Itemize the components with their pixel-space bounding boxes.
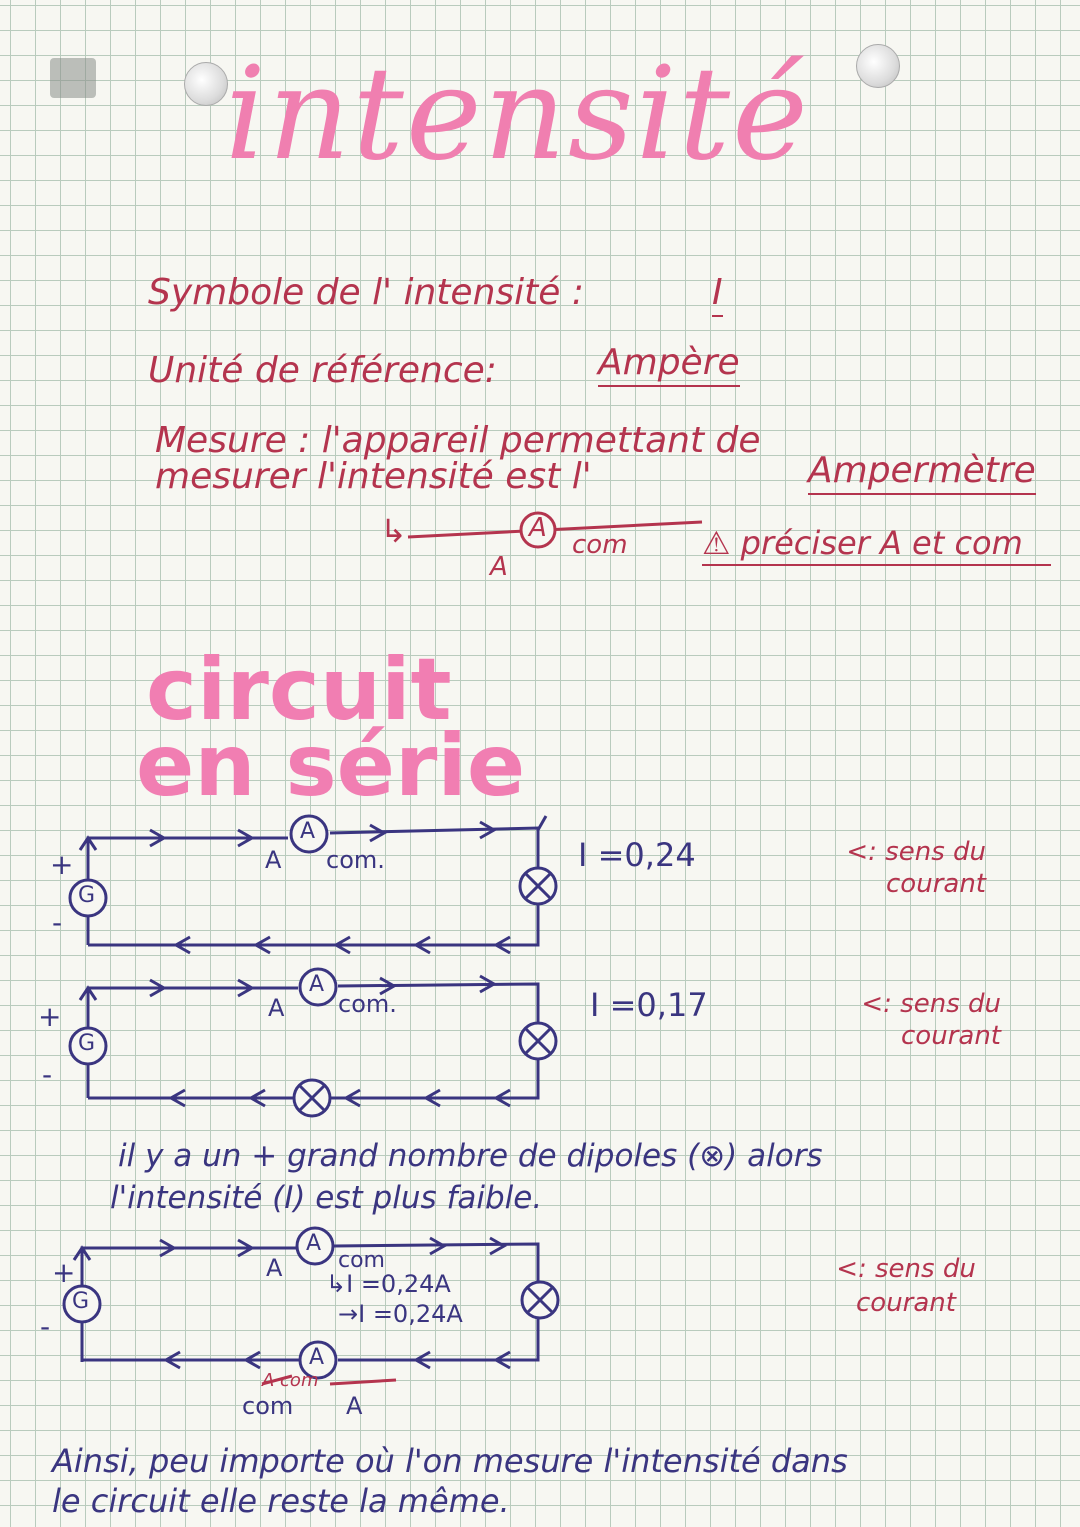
c1-minus-sign: -	[52, 906, 63, 939]
c3-crossed-labels: A com	[262, 1370, 319, 1391]
arrow-symbol: ↳	[380, 512, 407, 550]
warning-note: ⚠ préciser A et com	[702, 524, 1051, 566]
c1-terminal-a: A	[265, 846, 282, 874]
c1-legend: <: sens du courant	[846, 837, 986, 899]
c2-reading: I =0,17	[590, 986, 708, 1024]
c2-minus-sign: -	[42, 1058, 53, 1091]
unit-label: Unité de référence:	[148, 350, 497, 391]
c3-ammeter-top-label: A	[306, 1231, 322, 1256]
c1-plus-sign: +	[50, 848, 74, 881]
ammeter-terminal-a: A	[490, 552, 508, 582]
conclusion1-line2: l'intensité (I) est plus faible.	[110, 1180, 543, 1216]
c3-top-terminal-com: com	[338, 1248, 385, 1273]
c1-generator-label: G	[78, 883, 96, 908]
c1-reading: I =0,24	[578, 836, 696, 874]
c3-bottom-terminal-a: A	[346, 1392, 363, 1420]
c3-plus-sign: +	[52, 1256, 76, 1289]
c3-bottom-terminal-com: com	[242, 1392, 294, 1420]
c2-plus-sign: +	[38, 1000, 62, 1033]
c2-ammeter-label: A	[309, 972, 325, 997]
ammeter-terminal-com: com	[572, 530, 628, 560]
conclusion1-line1: il y a un + grand nombre de dipoles (⊗) alors	[118, 1138, 823, 1174]
c3-top-terminal-a: A	[266, 1254, 283, 1282]
c3-minus-sign: -	[40, 1310, 51, 1343]
conclusion2-line1: Ainsi, peu importe où l'on mesure l'intensité dans	[52, 1442, 848, 1480]
c3-reading-bottom: →I =0,24A	[338, 1300, 463, 1328]
c2-generator-label: G	[78, 1031, 96, 1056]
measure-line2-value: Ampermètre	[808, 450, 1036, 495]
c3-legend: <: sens du courant	[836, 1254, 976, 1318]
c3-generator-label: G	[72, 1289, 90, 1314]
section-title-line2: en série	[136, 716, 526, 816]
section-title-line1: circuit	[146, 640, 452, 740]
c1-terminal-com: com.	[326, 846, 385, 874]
measure-line1: Mesure : l'appareil permettant de	[155, 420, 761, 461]
symbol-value: I	[712, 272, 723, 317]
c2-terminal-com: com.	[338, 990, 397, 1018]
conclusion2-line2: le circuit elle reste la même.	[52, 1482, 510, 1520]
unit-value: Ampère	[598, 342, 740, 387]
c3-reading-top: ↳I =0,24A	[326, 1270, 451, 1298]
measure-line2-prefix: mesurer l'intensité est l'	[155, 456, 592, 497]
symbol-label: Symbole de l' intensité :	[148, 272, 584, 313]
c3-ammeter-bottom-label: A	[309, 1345, 325, 1370]
c1-ammeter-label: A	[300, 819, 316, 844]
page-title: intensité	[225, 40, 810, 189]
c2-terminal-a: A	[268, 994, 285, 1022]
ammeter-symbol-letter: A	[529, 513, 547, 543]
c2-legend: <: sens du courant	[861, 989, 1001, 1051]
